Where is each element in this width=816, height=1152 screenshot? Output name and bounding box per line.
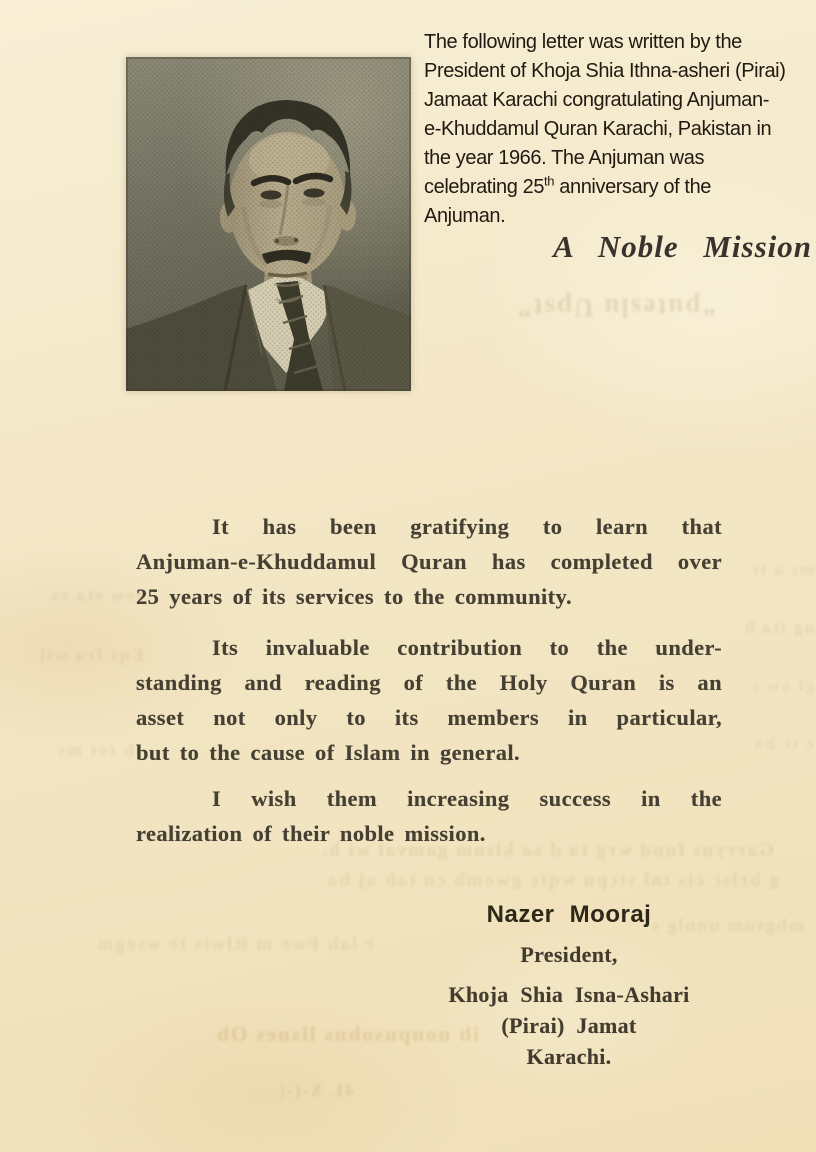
intro-line-anniversary	[424, 173, 814, 202]
intro-anniversary-prefix: celebrating 25	[424, 176, 545, 198]
intro-line: e-Khuddamul Quran Karachi, Pakistan in	[424, 118, 772, 140]
portrait-photo	[126, 57, 411, 391]
intro-line: President of Khoja Shia Ithna-asheri (Pirai)	[424, 60, 786, 82]
signatory-name: Nazer Mooraj	[486, 901, 652, 928]
letter-body	[136, 509, 722, 851]
intro-anniversary-suffix: anniversary of the	[554, 176, 712, 198]
bleedthrough-text: e tr ba	[753, 734, 814, 753]
signatory-city: Karachi.	[526, 1044, 612, 1069]
letter-paragraph	[136, 781, 722, 851]
letter-title: A Noble Mission	[553, 229, 812, 264]
letter-line: 25 years of its services to the community.	[136, 584, 572, 609]
intro-line: Jamaat Karachi congratulating Anjuman-	[424, 89, 770, 111]
intro-note	[424, 28, 814, 231]
signatory-title: President,	[520, 942, 618, 967]
letter-paragraph	[136, 630, 722, 770]
ordinal-superscript: th	[544, 173, 555, 189]
signature-block	[402, 901, 736, 1072]
bleedthrough-text: gl ow s	[750, 676, 814, 695]
bleedthrough-text: ug ita b	[743, 618, 814, 637]
letter-line: Anjuman-e-Khuddamul Quran has completed over	[136, 549, 722, 574]
intro-line: Anjuman.	[424, 205, 506, 227]
bleedthrough-text: “puteslu Upst”	[516, 293, 716, 323]
intro-line: the year 1966. The Anjuman was	[424, 147, 705, 169]
letter-paragraph	[136, 509, 722, 614]
letter-line: but to the cause of Islam in general.	[136, 740, 521, 765]
letter-line: asset not only to its members in particular,	[136, 705, 722, 730]
letter-line: I wish them increasing success in the	[212, 786, 722, 811]
letter-line: Its invaluable contribution to the under-	[212, 635, 722, 660]
letter-line: standing and reading of the Holy Quran is an	[136, 670, 722, 695]
bleedthrough-text: g brlsc cis tnl stcpu wqtc gwomb cn tab aj ba	[325, 870, 779, 891]
bleedthrough-text: mbgsum unnlg s	[649, 915, 804, 935]
bleedthrough-text: r lab Pwe m Rlwis te wsegm	[95, 934, 374, 955]
signatory-organization: (Pirai) Jamat	[501, 1013, 637, 1038]
letter-line: realization of their noble mission.	[136, 821, 486, 846]
bleedthrough-text: ib nonpusobns llsnes Ob	[215, 1022, 479, 1046]
bleedthrough-text: ms a tr	[749, 560, 814, 579]
intro-line: The following letter was written by the	[424, 31, 742, 53]
portrait-photo-illustration	[126, 57, 411, 391]
letter-line: It has been gratifying to learn that	[212, 514, 722, 539]
bleedthrough-text: 4L X-(-|	[278, 1080, 354, 1100]
signatory-organization: Khoja Shia Isna-Ashari	[448, 982, 690, 1007]
bleedthrough-text: tew sta ss	[50, 585, 142, 605]
bleedthrough-text: b tot ms	[56, 740, 134, 760]
bleedthrough-text: Eqs fra wil	[37, 645, 144, 665]
bleedthrough-text: Garryns fund wrg ta d sa klsum gamval wi b.	[320, 840, 774, 861]
